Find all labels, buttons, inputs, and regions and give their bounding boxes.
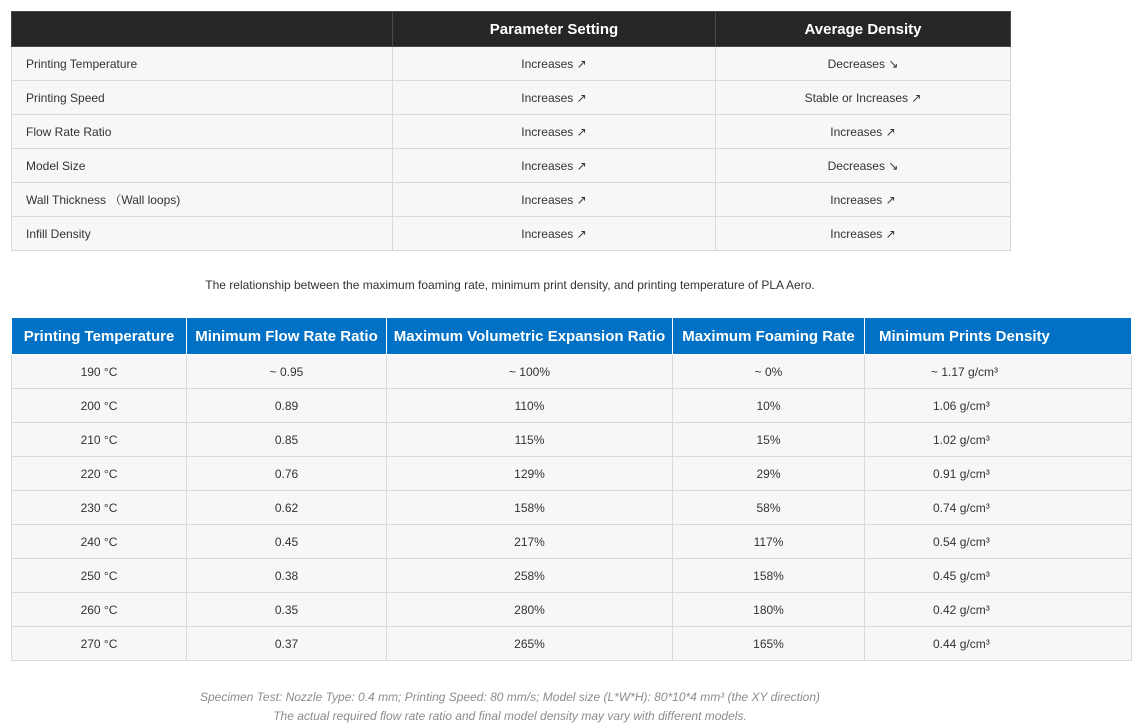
- cell-flow-rate: 0.62: [187, 491, 387, 525]
- parameter-table-header-empty: [12, 12, 393, 47]
- parameter-setting: Increases ↗: [393, 183, 716, 217]
- table-row: [12, 491, 1132, 525]
- cell-expansion: 280%: [387, 593, 673, 627]
- cell-density: ~ 1.17 g/cm³: [865, 355, 1132, 389]
- header-min-prints-density: Minimum Prints Density: [865, 318, 1132, 355]
- average-density: Decreases ↘: [716, 149, 1011, 183]
- cell-foaming-rate: ~ 0%: [673, 355, 865, 389]
- cell-foaming-rate: 165%: [673, 627, 865, 661]
- footnote-specimen-test: Specimen Test: Nozzle Type: 0.4 mm; Printing Speed: 80 mm/s; Model size (L*W*H): 80*10*4 mm³ (the XY direction): [199, 690, 821, 704]
- header-max-foaming-rate: Maximum Foaming Rate: [673, 318, 865, 355]
- parameter-name: Model Size: [12, 149, 393, 183]
- header-printing-temperature: Printing Temperature: [12, 318, 187, 355]
- cell-foaming-rate: 158%: [673, 559, 865, 593]
- parameter-setting: Increases ↗: [393, 149, 716, 183]
- cell-expansion: 115%: [387, 423, 673, 457]
- cell-flow-rate: 0.45: [187, 525, 387, 559]
- table-row: [12, 115, 1011, 149]
- cell-temperature: 250 °C: [12, 559, 187, 593]
- cell-temperature: 240 °C: [12, 525, 187, 559]
- cell-expansion: ~ 100%: [387, 355, 673, 389]
- parameter-table-header-setting: Parameter Setting: [393, 12, 716, 47]
- average-density: Increases ↗: [716, 217, 1011, 251]
- parameter-table-header-density: Average Density: [716, 12, 1011, 47]
- parameter-table-header-row: [12, 12, 1011, 47]
- cell-flow-rate: 0.38: [187, 559, 387, 593]
- cell-expansion: 129%: [387, 457, 673, 491]
- cell-density: 0.44 g/cm³: [865, 627, 1132, 661]
- cell-density: 0.74 g/cm³: [865, 491, 1132, 525]
- cell-expansion: 217%: [387, 525, 673, 559]
- cell-flow-rate: 0.37: [187, 627, 387, 661]
- cell-expansion: 110%: [387, 389, 673, 423]
- cell-flow-rate: ~ 0.95: [187, 355, 387, 389]
- cell-density: 0.45 g/cm³: [865, 559, 1132, 593]
- parameter-name: Infill Density: [12, 217, 393, 251]
- cell-expansion: 265%: [387, 627, 673, 661]
- table-row: [12, 355, 1132, 389]
- average-density: Decreases ↘: [716, 47, 1011, 81]
- cell-temperature: 270 °C: [12, 627, 187, 661]
- table-row: [12, 457, 1132, 491]
- cell-flow-rate: 0.76: [187, 457, 387, 491]
- average-density: Increases ↗: [716, 183, 1011, 217]
- average-density: Increases ↗: [716, 115, 1011, 149]
- table-row: [12, 525, 1132, 559]
- parameter-name: Wall Thickness （Wall loops): [12, 183, 393, 217]
- table-row: [12, 47, 1011, 81]
- parameter-setting: Increases ↗: [393, 81, 716, 115]
- cell-foaming-rate: 10%: [673, 389, 865, 423]
- parameter-name: Printing Temperature: [12, 47, 393, 81]
- table-row: [12, 149, 1011, 183]
- parameter-density-table: [11, 11, 1011, 251]
- parameter-name: Printing Speed: [12, 81, 393, 115]
- cell-temperature: 200 °C: [12, 389, 187, 423]
- cell-foaming-rate: 180%: [673, 593, 865, 627]
- cell-temperature: 230 °C: [12, 491, 187, 525]
- parameter-setting: Increases ↗: [393, 217, 716, 251]
- foaming-table-header-row: [12, 318, 1132, 355]
- table-row: [12, 423, 1132, 457]
- table-row: [12, 81, 1011, 115]
- cell-temperature: 260 °C: [12, 593, 187, 627]
- table-row: [12, 389, 1132, 423]
- parameter-setting: Increases ↗: [393, 115, 716, 149]
- cell-density: 0.54 g/cm³: [865, 525, 1132, 559]
- cell-flow-rate: 0.85: [187, 423, 387, 457]
- header-min-flow-rate-ratio: Minimum Flow Rate Ratio: [187, 318, 387, 355]
- table-row: [12, 183, 1011, 217]
- cell-foaming-rate: 15%: [673, 423, 865, 457]
- cell-temperature: 190 °C: [12, 355, 187, 389]
- cell-expansion: 258%: [387, 559, 673, 593]
- cell-temperature: 220 °C: [12, 457, 187, 491]
- table-row: [12, 627, 1132, 661]
- cell-density: 0.42 g/cm³: [865, 593, 1132, 627]
- parameter-setting: Increases ↗: [393, 47, 716, 81]
- average-density: Stable or Increases ↗: [716, 81, 1011, 115]
- footnote-disclaimer: The actual required flow rate ratio and final model density may vary with different models.: [273, 709, 747, 723]
- cell-density: 1.02 g/cm³: [865, 423, 1132, 457]
- cell-foaming-rate: 29%: [673, 457, 865, 491]
- cell-density: 0.91 g/cm³: [865, 457, 1132, 491]
- cell-expansion: 158%: [387, 491, 673, 525]
- cell-flow-rate: 0.35: [187, 593, 387, 627]
- header-max-volumetric-expansion-ratio: Maximum Volumetric Expansion Ratio: [387, 318, 673, 355]
- table-row: [12, 593, 1132, 627]
- foaming-rate-table: [11, 318, 1132, 661]
- table-row: [12, 559, 1132, 593]
- table-row: [12, 217, 1011, 251]
- parameter-name: Flow Rate Ratio: [12, 115, 393, 149]
- cell-density: 1.06 g/cm³: [865, 389, 1132, 423]
- cell-flow-rate: 0.89: [187, 389, 387, 423]
- table-caption: The relationship between the maximum foaming rate, minimum print density, and printing temperature of PLA Aero.: [205, 278, 815, 292]
- cell-foaming-rate: 117%: [673, 525, 865, 559]
- cell-foaming-rate: 58%: [673, 491, 865, 525]
- cell-temperature: 210 °C: [12, 423, 187, 457]
- foaming-table-container: [11, 318, 1050, 668]
